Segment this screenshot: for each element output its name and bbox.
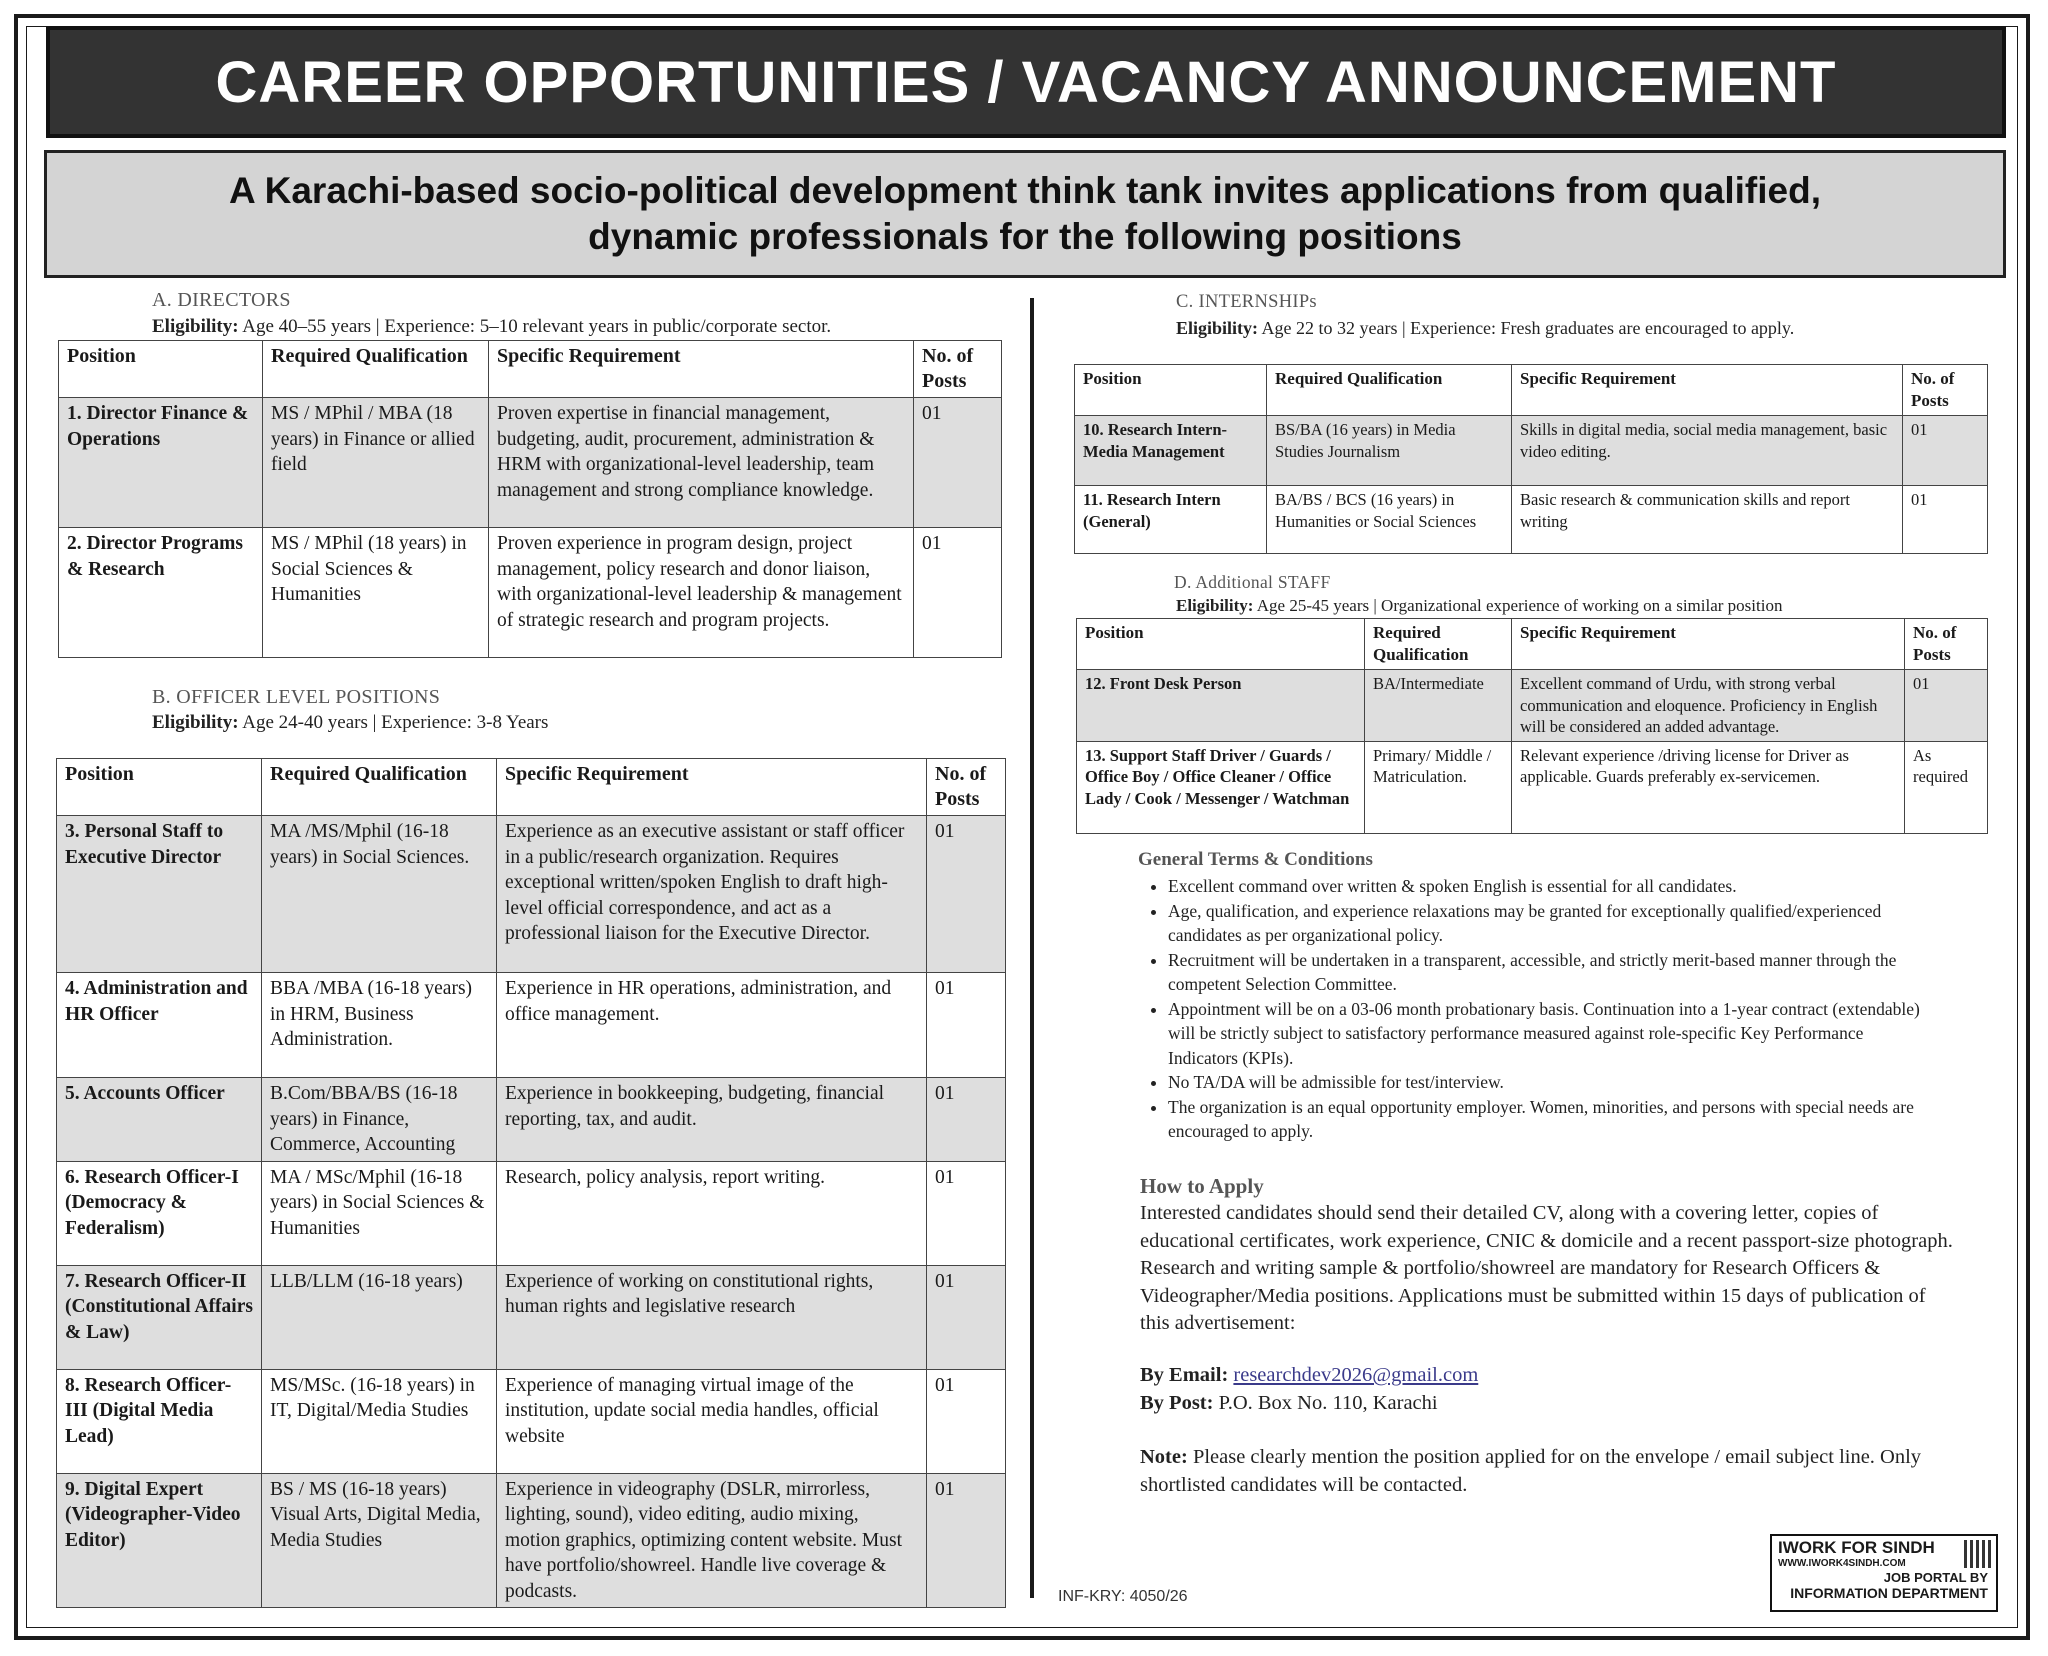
terms-title: General Terms & Conditions [1138,849,1373,870]
position-cell [1077,741,1365,833]
eligibility-label: Eligibility: [152,712,239,733]
position-cell [59,528,263,658]
row-number: 4. [65,978,80,999]
list-item: • Recruitment will be undertaken in a transparent, accessible, and strictly merit-based manner through the competent Selection Committee. [1168,948,1928,997]
posts-header-line2: Posts [1913,645,1951,664]
position-cell [1075,416,1267,486]
section-title-internships: C. INTERNSHIPs [1176,292,1317,312]
eligibility-label: Eligibility: [1176,318,1259,338]
qualification-cell: B.Com/BBA/BS (16-18 years) in Finance, Commerce, Accounting [262,1078,497,1162]
requirement-cell: Experience in bookkeeping, budgeting, financial reporting, tax, and audit. [497,1078,927,1162]
eligibility-officers [152,712,548,734]
requirement-cell: Proven expertise in financial management, budgeting, audit, procurement, administration & HRM with organizational-level leadership, team management and strong compliance knowledge. [489,398,914,528]
requirement-cell: Proven experience in program design, project management, policy research and donor liaison, with organizational-level leadership & management of strategic research and program projects. [489,528,914,658]
position-name: Research Officer-II (Constitutional Affairs & Law) [65,1270,253,1343]
post-address: P.O. Box No. 110, Karachi [1218,1392,1438,1414]
posts-cell: 01 [927,1265,1006,1369]
col-header-requirement: Specific Requirement [497,759,927,816]
col-header-position: Position [57,759,262,816]
eligibility-text: Age 22 to 32 years | Experience: Fresh graduates are encouraged to apply. [1261,318,1795,338]
note [1140,1444,2000,1499]
position-name: Personal Staff to Executive Director [65,821,224,868]
position-cell [57,973,262,1078]
position-cell [57,1161,262,1265]
qualification-cell: Primary/ Middle / Matriculation. [1365,741,1512,833]
col-header-qualification [1365,619,1512,670]
row-number: 6. [65,1166,80,1188]
position-name: Research Officer-III (Digital Media Lead) [65,1374,232,1447]
row-number: 13. [1085,745,1106,765]
qualification-cell: BS/BA (16 years) in Media Studies Journalism [1267,416,1512,486]
table-row [1077,670,1988,742]
position-cell [57,1265,262,1369]
posts-cell: 01 [1905,670,1988,742]
qualification-cell: BS / MS (16-18 years) Visual Arts, Digital Media, Media Studies [262,1473,497,1608]
intro-text [229,168,1821,260]
col-header-posts [927,759,1006,816]
qualification-cell: MS / MPhil (18 years) in Social Sciences & Humanities [263,528,489,658]
position-name: Accounts Officer [83,1083,225,1104]
internships-table [1074,364,1988,554]
additional-staff-table [1076,618,1988,834]
qualification-header-line1: Required [1373,623,1441,642]
eligibility-internships [1176,318,1794,339]
position-name: Front Desk Person [1109,674,1242,693]
eligibility-text: Age 40–55 years | Experience: 5–10 relevant years in public/corporate sector. [242,316,832,337]
qualification-header-line2: Qualification [1373,645,1469,664]
requirement-cell: Experience of managing virtual image of the institution, update social media handles, official website [497,1369,927,1473]
col-header-requirement: Specific Requirement [1512,619,1905,670]
eligibility-text: Age 24-40 years | Experience: 3-8 Years [242,712,549,733]
table-row [57,1265,1006,1369]
posts-header-line1: No. of [1911,369,1955,388]
col-header-posts [1903,365,1988,416]
posts-cell: 01 [927,816,1006,973]
position-name: Director Programs & Research [67,533,243,580]
posts-header-line1: No. of [922,345,974,367]
posts-cell: 01 [927,1473,1006,1608]
column-divider [1030,298,1034,1598]
position-name: Research Officer-I (Democracy & Federalism) [65,1166,239,1239]
email-label: By Email: [1140,1364,1229,1386]
requirement-cell: Relevant experience /driving license for Driver as applicable. Guards preferably ex-servicemen. [1512,741,1905,833]
section-title-officers: B. OFFICER LEVEL POSITIONS [152,686,441,708]
posts-cell: 01 [914,528,1002,658]
row-number: 10. [1083,420,1104,439]
list-item: • Excellent command over written & spoken English is essential for all candidates. [1168,874,1928,899]
how-to-apply-title: How to Apply [1140,1174,1264,1198]
posts-cell: 01 [927,1369,1006,1473]
section-title-directors: A. DIRECTORS [152,289,291,311]
table-row [57,816,1006,973]
table-header-row [59,341,1002,398]
table-header-row [57,759,1006,816]
requirement-cell: Excellent command of Urdu, with strong verbal communication and eloquence. Proficiency in English will be considered an added advantage. [1512,670,1905,742]
position-cell [1075,486,1267,554]
email-link[interactable]: researchdev2026@gmail.com [1233,1364,1479,1386]
qr-code-icon [1964,1540,1992,1568]
eligibility-label: Eligibility: [1176,596,1254,615]
list-item: • The organization is an equal opportunity employer. Women, minorities, and persons with special needs are encouraged to apply. [1168,1095,1928,1144]
qualification-cell: MA / MSc/Mphil (16-18 years) in Social Sciences & Humanities [262,1161,497,1265]
table-row [57,1078,1006,1162]
title-banner [46,26,2006,138]
requirement-cell: Experience in HR operations, administration, and office management. [497,973,927,1078]
col-header-qualification: Required Qualification [262,759,497,816]
eligibility-text: Age 25-45 years | Organizational experience of working on a similar position [1256,596,1783,615]
logo-tagline: JOB PORTAL BY [1883,1570,1988,1585]
post-line [1140,1390,1438,1417]
note-label: Note: [1140,1446,1188,1468]
eligibility-directors [152,316,831,338]
posts-header-line2: Posts [1911,391,1949,410]
requirement-cell: Research, policy analysis, report writing. [497,1161,927,1265]
posts-cell: 01 [914,398,1002,528]
position-cell [57,1078,262,1162]
qualification-cell: BA/BS / BCS (16 years) in Humanities or Social Sciences [1267,486,1512,554]
row-number: 11. [1083,490,1103,509]
post-label: By Post: [1140,1392,1214,1414]
posts-header-line1: No. of [1913,623,1957,642]
posts-header-line2: Posts [935,788,980,810]
intro-line-2: dynamic professionals for the following positions [588,216,1462,257]
position-name: Digital Expert (Videographer-Video Editor) [65,1478,241,1551]
table-header-row [1077,619,1988,670]
requirement-cell: Experience as an executive assistant or staff officer in a public/research organization. Requires exceptional written/spoken English to draft high-level official correspondence, and act as a professional liaison for the Executive Director. [497,816,927,973]
table-row [1077,741,1988,833]
row-number: 3. [65,821,80,842]
row-number: 9. [65,1478,80,1500]
requirement-cell: Skills in digital media, social media management, basic video editing. [1512,416,1903,486]
col-header-requirement: Specific Requirement [1512,365,1903,416]
position-cell [57,1369,262,1473]
col-header-qualification: Required Qualification [263,341,489,398]
position-cell [59,398,263,528]
table-row [1075,486,1988,554]
intro-banner [44,150,2006,278]
eligibility-additional-staff [1176,596,1782,616]
qualification-cell: MS/MSc. (16-18 years) in IT, Digital/Media Studies [262,1369,497,1473]
row-number: 1. [67,403,82,424]
col-header-posts [1905,619,1988,670]
iwork-for-sindh-logo [1770,1534,1998,1612]
table-row [57,973,1006,1078]
position-cell [1077,670,1365,742]
position-name: Director Finance & Operations [67,403,249,450]
email-line [1140,1362,1478,1389]
position-name: Support Staff Driver / Guards / Office Boy / Office Cleaner / Office Lady / Cook / Messenger / Watchman [1085,745,1350,808]
posts-cell: 01 [1903,416,1988,486]
list-item: • No TA/DA will be admissible for test/interview. [1168,1070,1928,1095]
col-header-posts [914,341,1002,398]
requirement-cell: Basic research & communication skills and report writing [1512,486,1903,554]
posts-cell: 01 [927,1078,1006,1162]
position-name: Research Intern-Media Management [1083,420,1228,461]
table-row [57,1473,1006,1608]
col-header-position: Position [1075,365,1267,416]
requirement-cell: Experience of working on constitutional rights, human rights and legislative research [497,1265,927,1369]
directors-table [58,340,1002,658]
table-row [59,398,1002,528]
qualification-cell: MA /MS/Mphil (16-18 years) in Social Sciences. [262,816,497,973]
col-header-requirement: Specific Requirement [489,341,914,398]
logo-name: IWORK FOR SINDH [1778,1538,1935,1557]
row-number: 7. [65,1270,80,1292]
col-header-qualification: Required Qualification [1267,365,1512,416]
logo-department: INFORMATION DEPARTMENT [1790,1585,1988,1601]
how-to-apply-text: Interested candidates should send their detailed CV, along with a covering letter, copies of educational certificates, work experience, CNIC & domicile and a recent passport-size photograph. Research and writing sample & portfolio/showreel are mandatory for Research Officers & Videographer/Media positions. Applications must be submitted within 15 days of publication of this advertisement: [1140,1202,1953,1334]
posts-cell: 01 [927,1161,1006,1265]
table-row [59,528,1002,658]
intro-line-1: A Karachi-based socio-political development think tank invites applications from qualified, [229,170,1821,211]
posts-cell: 01 [927,973,1006,1078]
reference-number: INF-KRY: 4050/26 [1058,1588,1188,1605]
officers-table [56,758,1006,1608]
eligibility-label: Eligibility: [152,316,239,337]
position-cell [57,1473,262,1608]
posts-cell: As required [1905,741,1988,833]
table-header-row [1075,365,1988,416]
row-number: 12. [1085,674,1106,693]
table-row [57,1161,1006,1265]
page-title: CAREER OPPORTUNITIES / VACANCY ANNOUNCEMENT [215,49,1837,115]
qualification-cell: BA/Intermediate [1365,670,1512,742]
position-name: Research Intern (General) [1083,490,1221,531]
requirement-cell: Experience in videography (DSLR, mirrorless, lighting, sound), video editing, audio mixing, motion graphics, optimizing content website. Must have portfolio/showreel. Handle live coverage & podcasts. [497,1473,927,1608]
col-header-position: Position [59,341,263,398]
table-row [1075,416,1988,486]
list-item: • Appointment will be on a 03-06 month probationary basis. Continuation into a 1-year contract (extendable) will be strictly subject to satisfactory performance measured against role-specific Key Performance Indicators (KPIs). [1168,997,1928,1071]
note-text: Please clearly mention the position applied for on the envelope / email subject line. Only shortlisted candidates will be contacted. [1140,1446,1922,1496]
posts-cell: 01 [1903,486,1988,554]
section-title-additional-staff: D. Additional STAFF [1174,572,1331,592]
logo-url: WWW.IWORK4SINDH.COM [1778,1558,1906,1569]
posts-header-line1: No. of [935,763,987,785]
table-row [57,1369,1006,1473]
position-cell [57,816,262,973]
position-name: Administration and HR Officer [65,978,248,1025]
row-number: 5. [65,1083,80,1104]
qualification-cell: MS / MPhil / MBA (18 years) in Finance or allied field [263,398,489,528]
row-number: 8. [65,1374,80,1396]
col-header-position: Position [1077,619,1365,670]
qualification-cell: LLB/LLM (16-18 years) [262,1265,497,1369]
terms-list [1138,874,1928,1144]
list-item: • Age, qualification, and experience relaxations may be granted for exceptionally qualified/experienced candidates as per organizational policy. [1168,899,1928,948]
row-number: 2. [67,533,82,554]
posts-header-line2: Posts [922,370,967,392]
qualification-cell: BBA /MBA (16-18 years) in HRM, Business Administration. [262,973,497,1078]
